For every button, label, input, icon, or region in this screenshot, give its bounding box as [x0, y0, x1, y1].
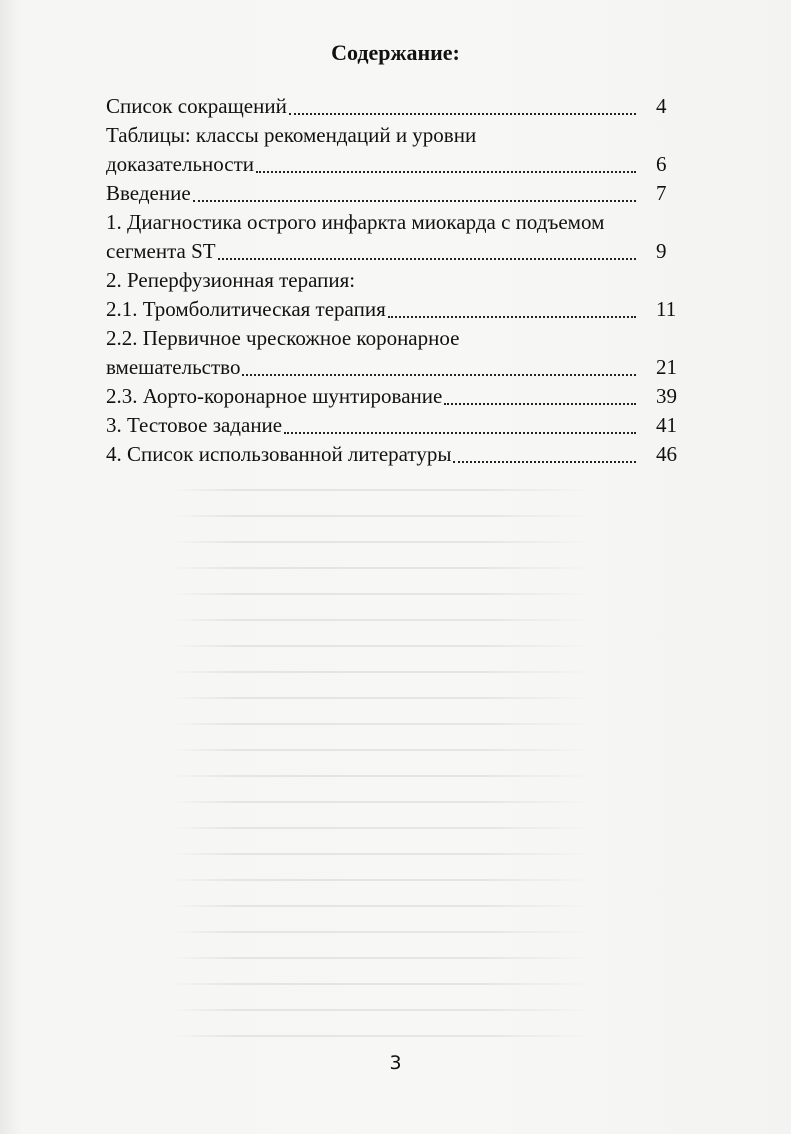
- toc-page-number: 7: [656, 181, 667, 205]
- toc-entry-introduction[interactable]: [106, 179, 686, 208]
- toc-entry-text: 2.1. Тромболитическая терапия: [106, 297, 386, 321]
- toc-entry-references[interactable]: [106, 440, 686, 469]
- toc-entry-test[interactable]: [106, 411, 686, 440]
- dot-leader: [444, 402, 636, 405]
- toc-page-number: 9: [656, 239, 667, 263]
- toc-entry-text: 2.3. Аорто-коронарное шунтирование: [106, 384, 443, 408]
- toc-entry-text: Таблицы: классы рекомендаций и уровни: [106, 123, 477, 147]
- dot-leader: [193, 199, 636, 202]
- toc-entry-text: 2.2. Первичное чрескожное коронарное: [106, 326, 460, 350]
- dot-leader: [453, 460, 636, 463]
- dot-leader: [256, 170, 636, 173]
- dot-leader: [289, 112, 636, 115]
- toc-entry-text-cont: вмешательство: [106, 355, 241, 379]
- toc-entry-text: 3. Тестовое задание: [106, 413, 283, 437]
- toc-entry-pci[interactable]: [106, 324, 686, 382]
- dot-leader: [284, 431, 636, 434]
- toc-page-number: 41: [656, 413, 677, 437]
- toc-page-number: 39: [656, 384, 677, 408]
- toc-entry-thrombolytic[interactable]: [106, 295, 686, 324]
- dot-leader: [388, 315, 636, 318]
- toc-page-number: 4: [656, 94, 667, 118]
- toc-entry-text: 1. Диагностика острого инфаркта миокарда с подъемом: [106, 210, 605, 234]
- toc-page-number: 6: [656, 152, 667, 176]
- dot-leader: [242, 373, 636, 376]
- toc-entry-cabg[interactable]: [106, 382, 686, 411]
- table-of-contents: [106, 92, 686, 469]
- toc-entry-text: 2. Реперфузионная терапия:: [106, 268, 356, 292]
- toc-entry-reperfusion[interactable]: [106, 266, 686, 295]
- toc-entry-tables[interactable]: [106, 121, 686, 179]
- toc-entry-diagnostics[interactable]: [106, 208, 686, 266]
- toc-entry-text: Введение: [106, 181, 191, 205]
- toc-entry-abbreviations[interactable]: [106, 92, 686, 121]
- toc-title: Содержание:: [331, 40, 460, 65]
- bleed-through-texture: [170, 470, 590, 1050]
- page-number: 3: [389, 1052, 402, 1074]
- toc-entry-text: 4. Список использованной литературы: [106, 442, 452, 466]
- toc-entry-text-cont: доказательности: [106, 152, 255, 176]
- toc-page-number: 21: [656, 355, 677, 379]
- toc-page-number: 11: [656, 297, 677, 321]
- dot-leader: [218, 257, 636, 260]
- toc-entry-text-cont: сегмента ST: [106, 239, 216, 263]
- toc-entry-text: Список сокращений: [106, 94, 287, 118]
- toc-page-number: 46: [656, 442, 677, 466]
